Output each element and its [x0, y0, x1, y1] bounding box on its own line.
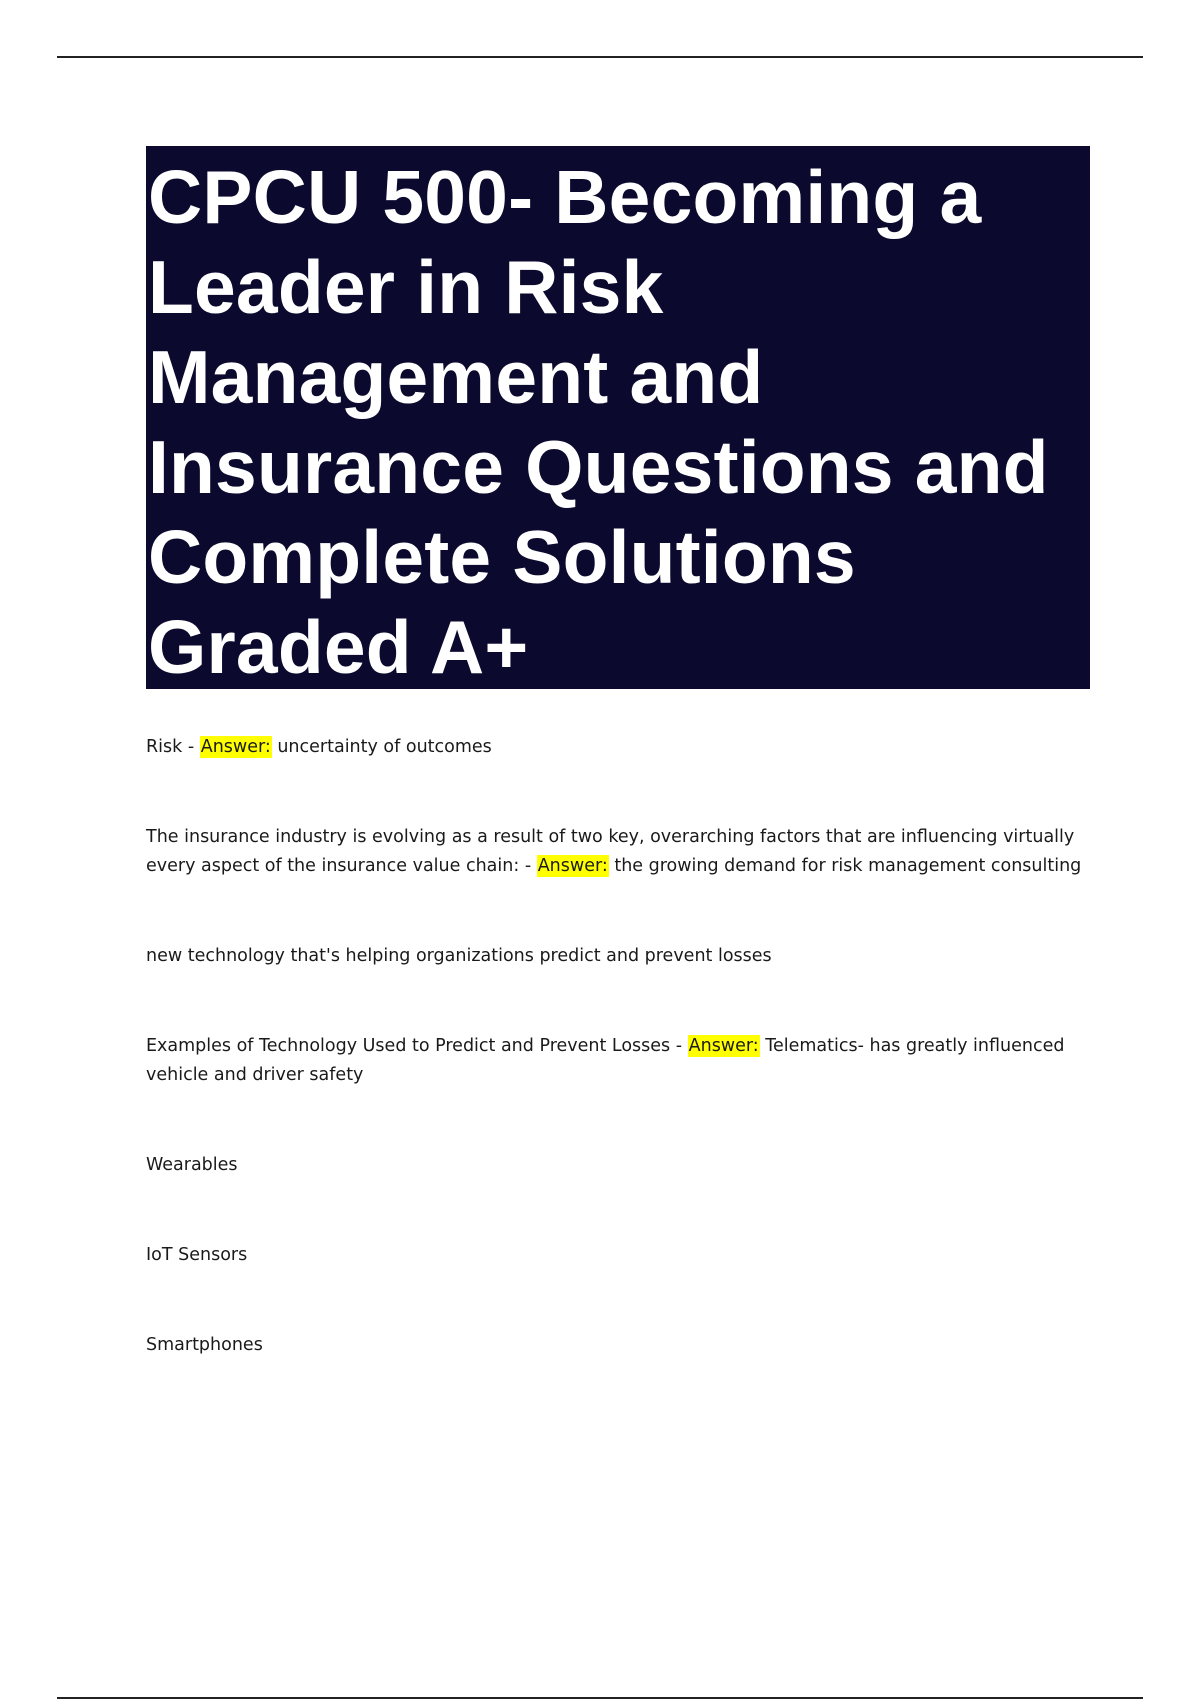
title-banner [146, 146, 1090, 689]
answer-label-highlight: Answer: [688, 1036, 759, 1056]
header-rule [57, 56, 1143, 58]
question-text: Examples of Technology Used to Predict and Prevent Losses - [146, 1036, 688, 1056]
question-text: The insurance industry is evolving as a result of two key, overarching factors that are influencing virtually every aspect of the insurance value chain: - [146, 827, 1075, 876]
list-item: Wearables [146, 1155, 238, 1175]
document-title: CPCU 500- Becoming a Leader in Risk Management and Insurance Questions and Complete Solutions Graded A+ [148, 155, 1049, 689]
answer-label-highlight: Answer: [200, 737, 271, 757]
footer-rule [57, 1697, 1143, 1699]
list-item: Smartphones [146, 1335, 263, 1355]
qa-entry-industry [146, 823, 1096, 881]
answer-text: the growing demand for risk management consulting [614, 856, 1082, 876]
answer-text: Telematics- has greatly influenced vehicle and driver safety [146, 1036, 1065, 1085]
list-item: new technology that's helping organizations predict and prevent losses [146, 946, 772, 966]
list-item: IoT Sensors [146, 1245, 248, 1265]
question-text: Risk - [146, 737, 200, 757]
qa-entry-risk [146, 733, 1096, 762]
answer-label-highlight: Answer: [537, 856, 608, 876]
answer-text: uncertainty of outcomes [277, 737, 492, 757]
document-body [146, 733, 1096, 1360]
qa-entry-technology [146, 1032, 1096, 1090]
